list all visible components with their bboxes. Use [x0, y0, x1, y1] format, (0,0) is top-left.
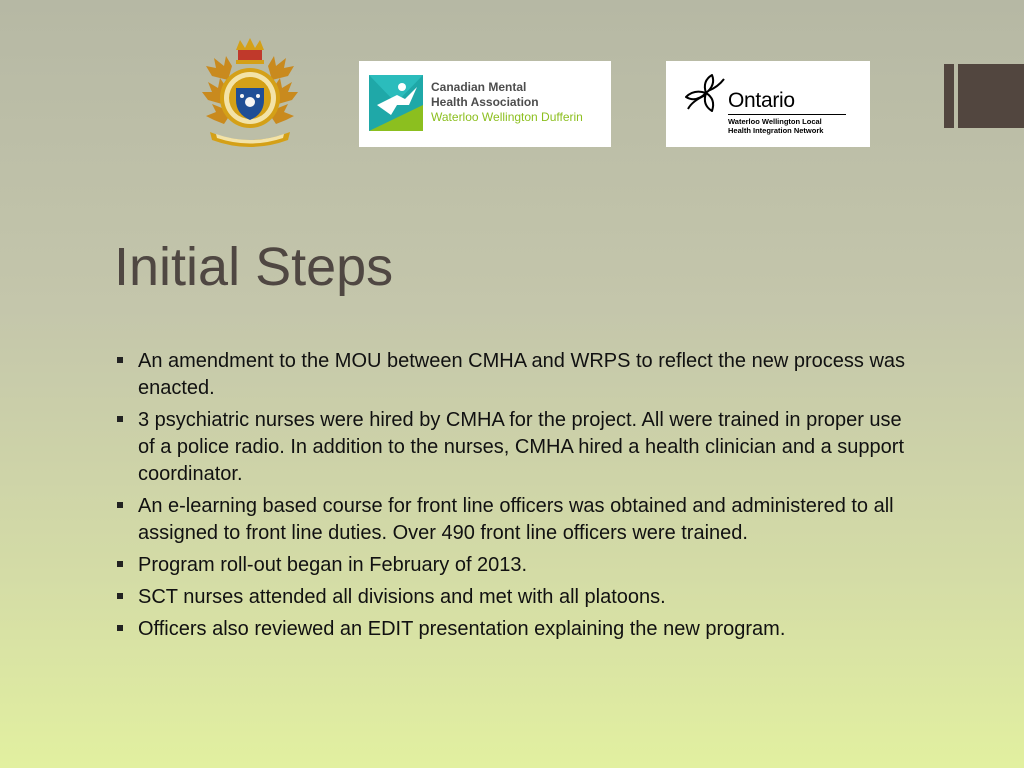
slide-title: Initial Steps — [114, 237, 394, 297]
cmha-line-2: Health Association — [431, 95, 539, 109]
bullet-square-icon — [117, 561, 123, 567]
ontario-subtitle — [728, 117, 823, 135]
bullet-square-icon — [117, 416, 123, 422]
bullet-square-icon — [117, 625, 123, 631]
cmha-logo-text — [431, 80, 583, 125]
police-crest-icon — [202, 36, 298, 148]
ontario-lhin-logo — [666, 61, 870, 147]
ontario-sub-line-1: Waterloo Wellington Local — [728, 117, 822, 126]
cmha-logo-icon — [369, 75, 423, 131]
bullet-text: SCT nurses attended all divisions and met with all platoons. — [138, 586, 666, 608]
cmha-line-3: Waterloo Wellington Dufferin — [431, 110, 583, 124]
bullet-item — [116, 616, 906, 643]
bullet-square-icon — [117, 502, 123, 508]
bullet-text: Program roll-out began in February of 2013. — [138, 554, 528, 576]
bullet-item — [116, 407, 906, 488]
bullet-item — [116, 552, 906, 579]
trillium-icon — [682, 73, 732, 113]
cmha-line-1: Canadian Mental — [431, 80, 527, 94]
bullet-list — [116, 348, 906, 648]
ontario-sub-line-2: Health Integration Network — [728, 126, 824, 135]
bullet-text: An amendment to the MOU between CMHA and WRPS to reflect the new process was enacted. — [138, 350, 906, 399]
bullet-square-icon — [117, 593, 123, 599]
ontario-underline — [728, 114, 846, 115]
bullet-item — [116, 348, 906, 402]
cmha-logo — [359, 61, 611, 147]
bullet-text: 3 psychiatric nurses were hired by CMHA for the project. All were trained in proper use of a police radio. In addition to the nurses, CMHA hired a health clinician and a support coordinator. — [138, 409, 905, 485]
bullet-text: An e-learning based course for front line officers was obtained and administered to all assigned to front line duties. Over 490 front line officers were trained. — [138, 495, 894, 544]
decorative-bar-thin — [944, 64, 954, 128]
bullet-text: Officers also reviewed an EDIT presentation explaining the new program. — [138, 618, 786, 640]
bullet-item — [116, 584, 906, 611]
ontario-wordmark: Ontario — [728, 89, 795, 112]
bullet-item — [116, 493, 906, 547]
decorative-bar-thick — [958, 64, 1024, 128]
bullet-square-icon — [117, 357, 123, 363]
